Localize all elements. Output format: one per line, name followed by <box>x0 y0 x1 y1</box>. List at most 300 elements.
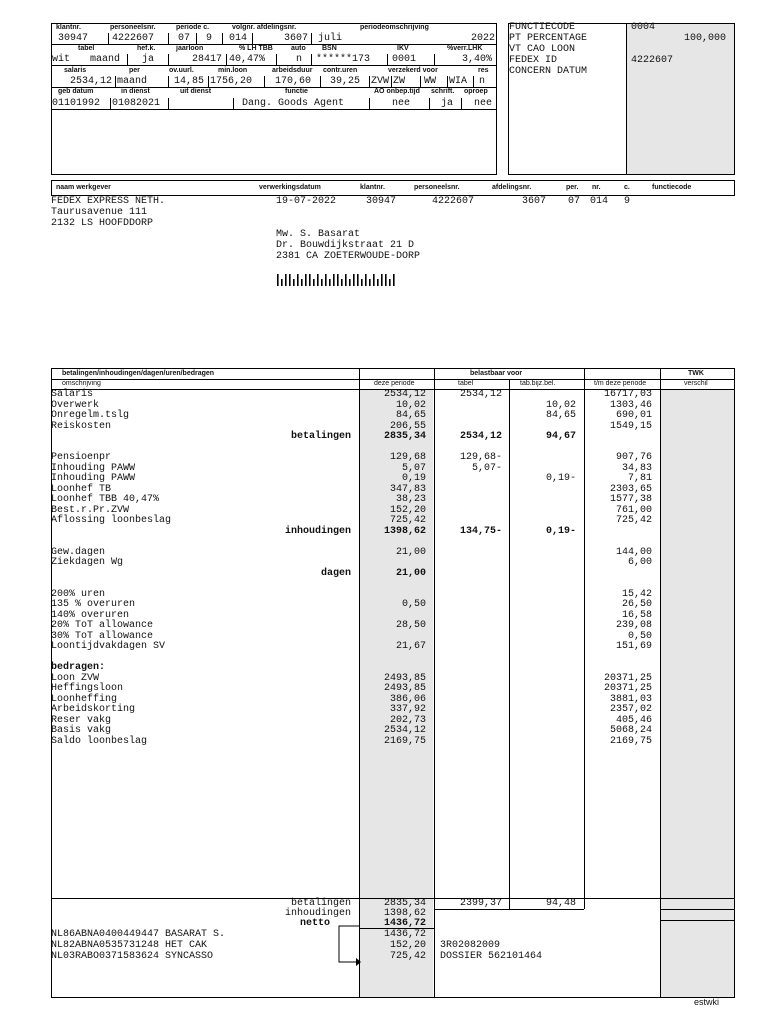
row-period: 21,00 <box>395 546 426 558</box>
barcode-bar <box>309 274 311 286</box>
summary-betalingen-bijz: 94,48 <box>545 898 576 909</box>
row-bijz <box>512 620 576 631</box>
label-gebdatum: geb datum <box>58 88 94 95</box>
value-arbeidsduur: 170,60 <box>275 76 312 87</box>
recipient-street: Dr. Bouwdijkstraat 21 D <box>276 240 415 251</box>
row-period: 202,73 <box>389 714 426 726</box>
row-description: Heffingsloon <box>51 683 124 694</box>
summary-betalingen-period: 2835,34 <box>383 898 426 909</box>
label-twk: TWK <box>688 370 704 377</box>
row-tm: 1303,46 <box>609 399 652 411</box>
barcode-bar <box>317 274 319 286</box>
value-aoonbep: nee <box>392 98 411 109</box>
row-period: 10,02 <box>395 399 426 411</box>
row-tabel <box>438 400 502 411</box>
row-tabel <box>438 599 502 610</box>
row-description: Loonhef TBB 40,47% <box>51 494 160 505</box>
row-tm: 725,42 <box>615 515 652 526</box>
value-schrift: ja <box>441 98 454 109</box>
row-tabel <box>438 494 502 505</box>
row-total-period: 21,00 <box>395 567 426 579</box>
row-tm <box>586 652 652 663</box>
value-ovuurl: 14,85 <box>174 76 205 87</box>
value-verrlhk: 3,40% <box>461 54 492 65</box>
row-total-period: 2835,34 <box>383 431 426 442</box>
row-period <box>362 557 426 568</box>
label-klantnr: klantnr. <box>56 24 81 31</box>
barcode-bar <box>353 274 355 286</box>
row-tabel <box>438 536 502 547</box>
row-tabel <box>438 673 502 684</box>
row-bijz <box>512 694 576 705</box>
value-year: 2022 <box>470 33 495 44</box>
row-period: 206,55 <box>389 420 426 432</box>
row-description: 20% ToT allowance <box>51 620 154 631</box>
value-periode: 07 <box>178 33 191 44</box>
barcode-bar <box>321 279 323 286</box>
bank-ref-2: 3R02082009 <box>440 940 501 951</box>
row-bijz <box>512 452 576 463</box>
row-total-label: betalingen <box>290 431 351 442</box>
row-description: Onregelm.tslg <box>51 410 130 421</box>
row-tm: 16,58 <box>621 609 652 621</box>
row-period: 5,07 <box>401 462 426 474</box>
row-tabel <box>438 578 502 589</box>
value-functie: Dang. Goods Agent <box>242 98 345 109</box>
row-bijz <box>512 704 576 715</box>
value-klantnr: 30947 <box>58 33 89 44</box>
row-bijz <box>512 683 576 694</box>
barcode-bar <box>293 279 295 286</box>
recipient-city: 2381 CA ZOETERWOUDE-DORP <box>276 251 421 262</box>
employer-header-bar <box>51 180 735 196</box>
label-periode: periode c. <box>176 24 210 31</box>
row-description: Inhouding PAWW <box>51 462 136 474</box>
row-tabel <box>438 620 502 631</box>
row-tabel <box>438 652 502 663</box>
summary-inhoudingen-period: 1398,62 <box>383 908 426 919</box>
summary-betalingen-label: betalingen <box>290 898 351 909</box>
row-tabel <box>438 547 502 558</box>
label-functiecode-right: FUNCTIECODE <box>509 22 576 33</box>
row-period <box>362 536 426 547</box>
row-description: Loontijdvakdagen SV <box>51 641 166 652</box>
value-functiecode-right: 0004 <box>631 22 656 33</box>
row-bijz: 10,02 <box>545 399 576 411</box>
label-uitdienst: uit dienst <box>180 88 212 95</box>
value-personeelsnr: 4222607 <box>112 33 155 44</box>
row-total-tabel <box>438 568 502 579</box>
row-bijz <box>512 631 576 642</box>
row-description: Gew.dagen <box>51 546 106 558</box>
label-indienst: in dienst <box>121 88 150 95</box>
row-tm: 151,69 <box>615 641 652 652</box>
row-description: Loonhef TB <box>51 483 112 495</box>
row-bijz <box>512 389 576 400</box>
row-description: Basis vakg <box>51 725 112 736</box>
employer-street: Taurusavenue 111 <box>51 207 148 218</box>
row-total-label: dagen <box>320 567 351 579</box>
row-period: 21,67 <box>395 641 426 652</box>
row-heading: bedragen: <box>51 662 106 673</box>
value-ikv: 0001 <box>392 54 417 65</box>
row-description: Arbeidskorting <box>51 704 136 715</box>
row-bijz <box>512 652 576 663</box>
row-tabel <box>438 589 502 600</box>
barcode-bar <box>345 274 347 286</box>
label-per: per <box>129 67 140 74</box>
value-tabel-color: wit <box>52 54 71 65</box>
row-period: 2169,75 <box>383 735 426 747</box>
row-bijz <box>512 610 576 621</box>
row-bijz <box>512 536 576 547</box>
value-wia: WIA <box>449 76 468 87</box>
row-bijz <box>512 736 576 747</box>
bank-amount-3: 725,42 <box>389 951 426 962</box>
barcode-bar <box>285 274 287 286</box>
employer-klantnr: 30947 <box>366 196 397 207</box>
row-tabel <box>438 442 502 453</box>
row-description: 140% overuren <box>51 609 130 621</box>
row-bijz <box>512 599 576 610</box>
employer-c: 9 <box>624 196 631 207</box>
row-period: 2493,85 <box>383 683 426 694</box>
row-tm: 405,46 <box>615 714 652 726</box>
row-tm: 144,00 <box>615 546 652 558</box>
barcode-bar <box>341 279 343 286</box>
row-tabel <box>438 557 502 568</box>
row-period: 38,23 <box>395 494 426 505</box>
barcode-bar <box>289 274 291 286</box>
value-contruren: 39,25 <box>330 76 361 87</box>
employer-personeelsnr: 4222607 <box>432 196 475 207</box>
row-description: Pensioenpr <box>51 452 112 463</box>
label-tm: t/m deze periode <box>594 380 647 387</box>
row-bijz: 0,19- <box>545 473 576 484</box>
bank-amount-2: 152,20 <box>389 940 426 951</box>
label-fedex-id: FEDEX ID <box>509 55 558 66</box>
label-c-2: c. <box>624 184 630 191</box>
label-section: betalingen/inhoudingen/dagen/uren/bedragen <box>62 370 215 377</box>
label-volgnr: volgnr. afdelingsnr. <box>232 24 297 31</box>
value-bsn: ******173 <box>316 54 371 65</box>
row-tm: 16717,03 <box>603 389 652 400</box>
row-description: Inhouding PAWW <box>51 473 136 484</box>
row-description: Ziekdagen Wg <box>51 557 124 568</box>
value-auto: n <box>296 54 303 65</box>
netto-arrow-icon <box>334 924 362 968</box>
row-total-bijz <box>512 568 576 579</box>
value-zvw: ZVW <box>371 76 390 87</box>
summary-betalingen-tabel: 2399,37 <box>459 898 502 909</box>
row-total-bijz: 0,19- <box>545 525 576 537</box>
barcode-bar <box>389 279 391 286</box>
row-period: 2534,12 <box>383 725 426 736</box>
barcode-bar <box>333 274 335 286</box>
value-zw: ZW <box>393 76 406 87</box>
label-tab-bijz: tab.bijz.bel. <box>520 380 556 387</box>
barcode-bar <box>369 279 371 286</box>
row-tm: 5068,24 <box>609 725 652 736</box>
label-omschrijving: omschrijving <box>62 380 101 387</box>
row-tabel <box>438 421 502 432</box>
summary-netto-label: netto <box>299 918 330 929</box>
row-total-label: inhoudingen <box>284 525 351 537</box>
row-tabel: 5,07- <box>471 462 502 474</box>
row-period: 152,20 <box>389 504 426 516</box>
label-verschil: verschil <box>684 380 708 387</box>
row-tm: 690,01 <box>615 410 652 421</box>
row-period: 386,06 <box>389 693 426 705</box>
label-per-2: per. <box>566 184 579 191</box>
row-bijz <box>512 725 576 736</box>
row-tabel <box>438 410 502 421</box>
value-jaarloon: 28417 <box>191 54 222 65</box>
row-period <box>362 631 426 642</box>
recipient-name: Mw. S. Basarat <box>276 229 361 240</box>
label-auto: auto <box>291 45 306 52</box>
barcode-bar <box>381 274 383 286</box>
value-lhtbb: 40,47% <box>229 54 266 65</box>
row-tm: 7,81 <box>627 473 652 484</box>
label-ovuurl: ov.uurl. <box>169 67 194 74</box>
row-bijz <box>512 505 576 516</box>
row-tm: 907,76 <box>615 452 652 463</box>
barcode-bar <box>313 279 315 286</box>
row-period <box>362 610 426 621</box>
label-bsn: BSN <box>322 45 337 52</box>
label-jaarloon: jaarloon <box>176 45 204 52</box>
row-description: 200% uren <box>51 588 106 600</box>
label-verzekerd: verzekerd voor <box>388 67 438 74</box>
label-personeelsnr: personeelsnr. <box>110 24 156 31</box>
row-bijz <box>512 578 576 589</box>
value-month: juli <box>318 33 343 44</box>
row-period <box>362 442 426 453</box>
barcode-bar <box>365 274 367 286</box>
row-tm: 0,50 <box>627 630 652 642</box>
label-verrlhk: %verr.LHK <box>447 45 483 52</box>
barcode-bar <box>337 274 339 286</box>
row-tabel: 129,68- <box>459 452 502 463</box>
bank-account-3: NL03RABO0371583624 SYNCASSO <box>51 951 214 962</box>
row-bijz <box>512 515 576 526</box>
footer-code: estwki <box>694 997 720 1007</box>
row-bijz <box>512 547 576 558</box>
row-tabel <box>438 473 502 484</box>
row-period: 129,68 <box>389 452 426 463</box>
employer-city: 2132 LS HOOFDDORP <box>51 218 154 229</box>
row-bijz <box>512 589 576 600</box>
value-indienst: 01082021 <box>112 98 161 109</box>
row-description: Reser vakg <box>51 714 112 726</box>
label-schrift: schrift. <box>431 88 455 95</box>
row-period: 337,92 <box>389 704 426 715</box>
label-vt-cao-loon: VT CAO LOON <box>509 44 576 55</box>
barcode-bar <box>277 274 279 286</box>
summary-inhoudingen-label: inhoudingen <box>284 908 351 919</box>
row-tabel <box>438 515 502 526</box>
employer-name: FEDEX EXPRESS NETH. <box>51 196 166 207</box>
barcode-bar <box>329 279 331 286</box>
row-bijz <box>512 484 576 495</box>
row-description: Saldo loonbeslag <box>51 735 148 747</box>
row-tabel <box>438 694 502 705</box>
row-total-tabel: 2534,12 <box>459 431 502 442</box>
bank-account-1: NL86ABNA0400449447 BASARAT S. <box>51 929 226 940</box>
row-period: 2493,85 <box>383 672 426 684</box>
row-description: Salaris <box>51 389 94 400</box>
barcode-bar <box>301 279 303 286</box>
label-minloon: min.loon <box>218 67 248 74</box>
label-nr-2: nr. <box>592 184 601 191</box>
value-minloon: 1756,20 <box>210 76 253 87</box>
barcode-bar <box>325 274 327 286</box>
label-concern-datum: CONCERN DATUM <box>509 66 588 77</box>
row-tabel <box>438 736 502 747</box>
label-contruren: contr.uren <box>323 67 358 74</box>
row-tm: 239,08 <box>615 620 652 631</box>
barcode-bar <box>373 274 375 286</box>
barcode-bar <box>305 274 307 286</box>
label-tabel: tabel <box>78 45 95 52</box>
barcode-bar <box>377 279 379 286</box>
value-volgnr: 014 <box>229 33 248 44</box>
label-ikv: IKV <box>397 45 409 52</box>
row-period: 2534,12 <box>383 389 426 400</box>
row-bijz <box>512 673 576 684</box>
label-oproep: oproep <box>464 88 488 95</box>
summary-netto-period: 1436,72 <box>383 918 426 929</box>
value-per: maand <box>117 76 148 87</box>
row-description: 135 % overuren <box>51 599 136 610</box>
row-description: Overwerk <box>51 399 100 411</box>
processing-date: 19-07-2022 <box>276 196 337 207</box>
row-tm: 15,42 <box>621 588 652 600</box>
value-periode-c: 9 <box>206 33 213 44</box>
value-hefk: ja <box>142 54 155 65</box>
row-period: 0,19 <box>401 473 426 484</box>
row-tm: 761,00 <box>615 504 652 516</box>
label-pt-percentage: PT PERCENTAGE <box>509 33 588 44</box>
bank-ref-3: DOSSIER 562101464 <box>440 951 543 962</box>
barcode-bar <box>281 279 283 286</box>
value-afdelingsnr: 3607 <box>283 33 308 44</box>
row-tm: 2303,65 <box>609 483 652 495</box>
label-afdelingsnr-2: afdelingsnr. <box>492 184 532 191</box>
row-bijz <box>512 463 576 474</box>
barcode-bar <box>393 274 395 286</box>
value-ww: WW <box>424 76 437 87</box>
row-bijz: 84,65 <box>545 410 576 421</box>
label-tabel-col: tabel <box>458 380 474 387</box>
row-description: Loon ZVW <box>51 672 100 684</box>
label-hefk: hef.k. <box>137 45 156 52</box>
label-functie: functie <box>285 88 308 95</box>
value-fedex-id: 4222607 <box>631 55 674 66</box>
row-tm: 34,83 <box>621 462 652 474</box>
value-pt-percentage: 100,000 <box>683 33 726 44</box>
label-functiecode-2: functiecode <box>652 184 692 191</box>
row-tabel <box>438 484 502 495</box>
label-res: res <box>478 67 489 74</box>
row-tm: 26,50 <box>621 599 652 610</box>
value-salaris: 2534,12 <box>69 76 112 87</box>
row-period: 28,50 <box>395 620 426 631</box>
label-periodeomschrijving: periodeomschrijving <box>360 24 429 31</box>
row-bijz <box>512 557 576 568</box>
row-period: 0,50 <box>401 599 426 610</box>
row-total-bijz: 94,67 <box>545 431 576 442</box>
row-bijz <box>512 421 576 432</box>
row-tabel: 2534,12 <box>459 389 502 400</box>
row-bijz <box>512 641 576 652</box>
employer-nr: 014 <box>590 196 609 207</box>
row-tm: 6,00 <box>627 557 652 568</box>
row-tabel <box>438 725 502 736</box>
row-tm <box>586 536 652 547</box>
row-description: 30% ToT allowance <box>51 630 154 642</box>
barcode-bar <box>349 279 351 286</box>
barcode-bar <box>385 274 387 286</box>
postal-barcode <box>276 273 402 285</box>
row-tabel <box>438 631 502 642</box>
row-tabel <box>438 715 502 726</box>
row-period <box>362 589 426 600</box>
barcode-bar <box>297 274 299 286</box>
label-aoonbep: AO onbep.tijd <box>374 88 420 95</box>
row-total-period: 1398,62 <box>383 525 426 537</box>
label-salaris: salaris <box>64 67 87 74</box>
label-arbeidsduur: arbeidsduur <box>272 67 313 74</box>
row-tm <box>586 578 652 589</box>
row-period <box>362 652 426 663</box>
row-period: 347,83 <box>389 483 426 495</box>
value-oproep: nee <box>474 98 493 109</box>
row-total-tabel: 134,75- <box>459 525 502 537</box>
row-period: 84,65 <box>395 410 426 421</box>
row-description: Loonheffing <box>51 693 118 705</box>
row-tabel <box>438 704 502 715</box>
bank-amount-1: 1436,72 <box>383 929 426 940</box>
label-personeelsnr-2: personeelsnr. <box>414 184 460 191</box>
row-tm: 20371,25 <box>603 683 652 694</box>
row-tabel <box>438 505 502 516</box>
row-tabel <box>438 610 502 621</box>
row-tm: 1577,38 <box>609 494 652 505</box>
barcode-bar <box>361 279 363 286</box>
row-tabel <box>438 683 502 694</box>
bank-account-2: NL82ABNA0535731248 HET CAK <box>51 940 208 951</box>
row-period: 725,42 <box>389 515 426 526</box>
row-description: Aflossing loonbeslag <box>51 515 172 526</box>
label-belastbaar: belastbaar voor <box>470 370 523 377</box>
row-tm: 2357,02 <box>609 704 652 715</box>
row-bijz <box>512 442 576 453</box>
row-tm: 2169,75 <box>609 735 652 747</box>
barcode-bar <box>357 274 359 286</box>
value-tabel-period: maand <box>90 54 121 65</box>
row-tm: 3881,03 <box>609 693 652 705</box>
value-res: n <box>479 76 486 87</box>
row-period <box>362 578 426 589</box>
row-bijz <box>512 494 576 505</box>
employer-afdelingsnr: 3607 <box>522 196 547 207</box>
employer-per: 07 <box>568 196 581 207</box>
label-naam-werkgever: naam werkgever <box>56 184 111 191</box>
row-tm <box>586 442 652 453</box>
row-tabel <box>438 641 502 652</box>
